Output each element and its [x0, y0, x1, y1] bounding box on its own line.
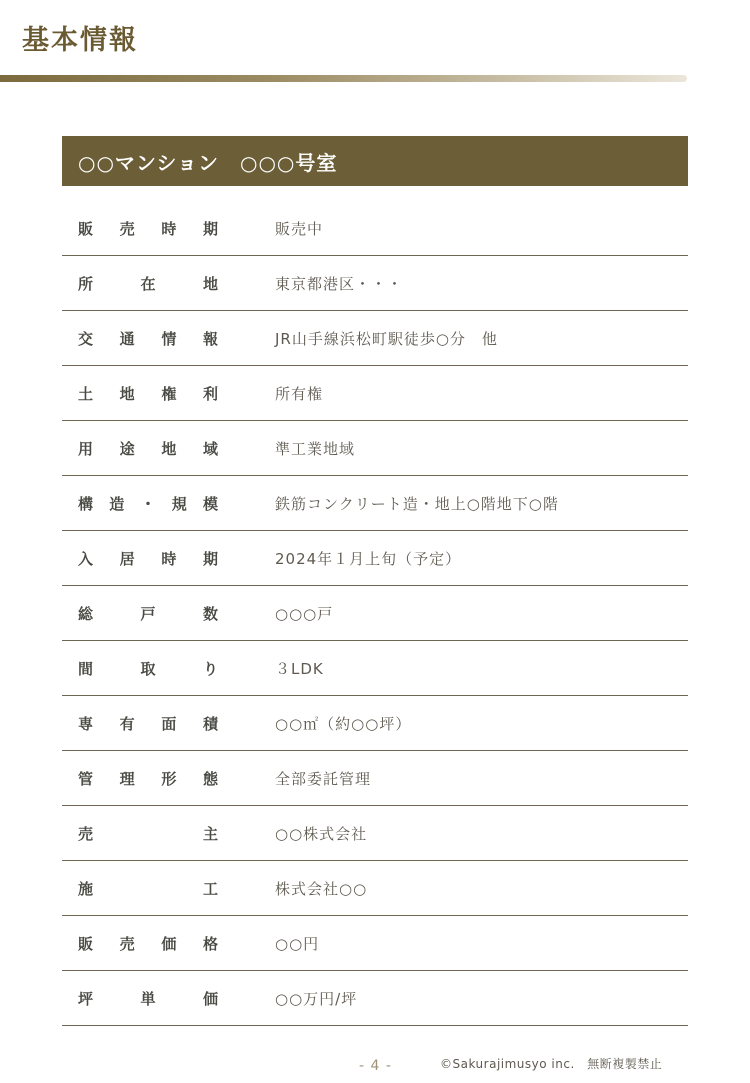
row-label-char: 権 [161, 384, 177, 403]
table-row [62, 916, 688, 971]
row-label-char: 通 [119, 329, 135, 348]
row-label-char: 態 [202, 769, 218, 788]
row-value: ○○○戸 [275, 604, 334, 623]
row-label-char: 入 [78, 549, 94, 568]
row-label-char: 間 [78, 659, 94, 678]
row-label-char: 積 [202, 714, 218, 733]
row-label [78, 531, 218, 586]
table-row [62, 696, 688, 751]
row-label [78, 751, 218, 806]
page-title: 基本情報 [22, 25, 138, 56]
row-label-char: 総 [78, 604, 94, 623]
row-label-char: 形 [161, 769, 177, 788]
row-value: JR山手線浜松町駅徒歩○分 他 [275, 329, 498, 348]
row-label-char: 在 [140, 274, 156, 293]
row-value: 全部委託管理 [275, 769, 372, 788]
row-label-char: 規 [171, 494, 187, 513]
row-label-char: 施 [78, 879, 94, 898]
row-label-char: 戸 [140, 604, 156, 623]
row-label-char: 工 [202, 879, 218, 898]
table-row [62, 861, 688, 916]
row-label-char: 単 [140, 989, 156, 1008]
row-label-char: 途 [119, 439, 135, 458]
row-label-char: 期 [202, 549, 218, 568]
row-value: 2024年１月上旬（予定） [275, 549, 462, 568]
property-name: ○○マンション ○○○号室 [78, 150, 338, 175]
row-label-char: 利 [202, 384, 218, 403]
copyright-notice: ©Sakurajimusyo inc. 無断複製禁止 [440, 1057, 663, 1071]
row-label-char: 所 [78, 274, 94, 293]
row-label [78, 311, 218, 366]
row-label [78, 806, 218, 861]
row-label-char: 売 [119, 934, 135, 953]
table-row [62, 201, 688, 256]
table-row [62, 311, 688, 366]
row-label [78, 916, 218, 971]
row-label [78, 366, 218, 421]
row-value: 鉄筋コンクリート造・地上○階地下○階 [275, 494, 559, 513]
row-label-char: 構 [78, 494, 94, 513]
row-label-char: 理 [119, 769, 135, 788]
row-label-char: 取 [140, 659, 156, 678]
row-value: ○○万円/坪 [275, 989, 358, 1008]
table-row [62, 751, 688, 806]
row-label-char: 情 [161, 329, 177, 348]
table-row [62, 366, 688, 421]
row-label-char: ・ [140, 494, 156, 513]
table-row [62, 971, 688, 1026]
row-label-char: 地 [161, 439, 177, 458]
row-label-char: 販 [78, 219, 94, 238]
property-banner [62, 136, 688, 186]
row-label [78, 696, 218, 751]
row-label-char: 専 [78, 714, 94, 733]
page-number: - 4 - [359, 1058, 392, 1074]
row-label-char: 売 [119, 219, 135, 238]
row-label-char: 有 [119, 714, 135, 733]
row-label-char: 格 [202, 934, 218, 953]
row-label [78, 421, 218, 476]
row-label-char: 土 [78, 384, 94, 403]
row-label-char: 価 [202, 989, 218, 1008]
row-label-char: 期 [202, 219, 218, 238]
row-value: ○○㎡（約○○坪） [275, 714, 412, 733]
row-value: 所有権 [275, 384, 324, 403]
row-label-char: 報 [202, 329, 218, 348]
row-label-char: 地 [202, 274, 218, 293]
table-row [62, 531, 688, 586]
property-info-table [62, 201, 688, 1026]
row-label-char: 数 [202, 604, 218, 623]
row-label-char: 坪 [78, 989, 94, 1008]
row-label-char: 用 [78, 439, 94, 458]
table-row [62, 421, 688, 476]
row-label-char: 時 [161, 219, 177, 238]
table-row [62, 586, 688, 641]
row-label-char: 居 [119, 549, 135, 568]
row-value: 販売中 [275, 219, 324, 238]
table-row [62, 806, 688, 861]
row-label-char: 主 [202, 824, 218, 843]
row-label-char: 価 [161, 934, 177, 953]
row-label-char: 販 [78, 934, 94, 953]
row-label [78, 971, 218, 1026]
table-row [62, 476, 688, 531]
row-value: ○○円 [275, 934, 320, 953]
row-value: 株式会社○○ [275, 879, 368, 898]
row-label [78, 861, 218, 916]
row-label-char: 管 [78, 769, 94, 788]
row-label [78, 201, 218, 256]
row-label-char: 交 [78, 329, 94, 348]
title-divider [0, 75, 687, 82]
row-label [78, 641, 218, 696]
row-label [78, 586, 218, 641]
row-value: ○○株式会社 [275, 824, 368, 843]
row-label-char: 域 [202, 439, 218, 458]
row-label-char: 売 [78, 824, 94, 843]
row-label-char: 面 [161, 714, 177, 733]
row-label-char: り [202, 659, 218, 678]
row-label-char: 模 [202, 494, 218, 513]
table-row [62, 641, 688, 696]
row-value: 準工業地域 [275, 439, 356, 458]
row-label [78, 256, 218, 311]
row-label-char: 造 [109, 494, 125, 513]
row-label [78, 476, 218, 531]
row-value: 東京都港区・・・ [275, 274, 404, 293]
table-row [62, 256, 688, 311]
row-label-char: 地 [119, 384, 135, 403]
row-value: ３LDK [275, 659, 324, 678]
row-label-char: 時 [161, 549, 177, 568]
